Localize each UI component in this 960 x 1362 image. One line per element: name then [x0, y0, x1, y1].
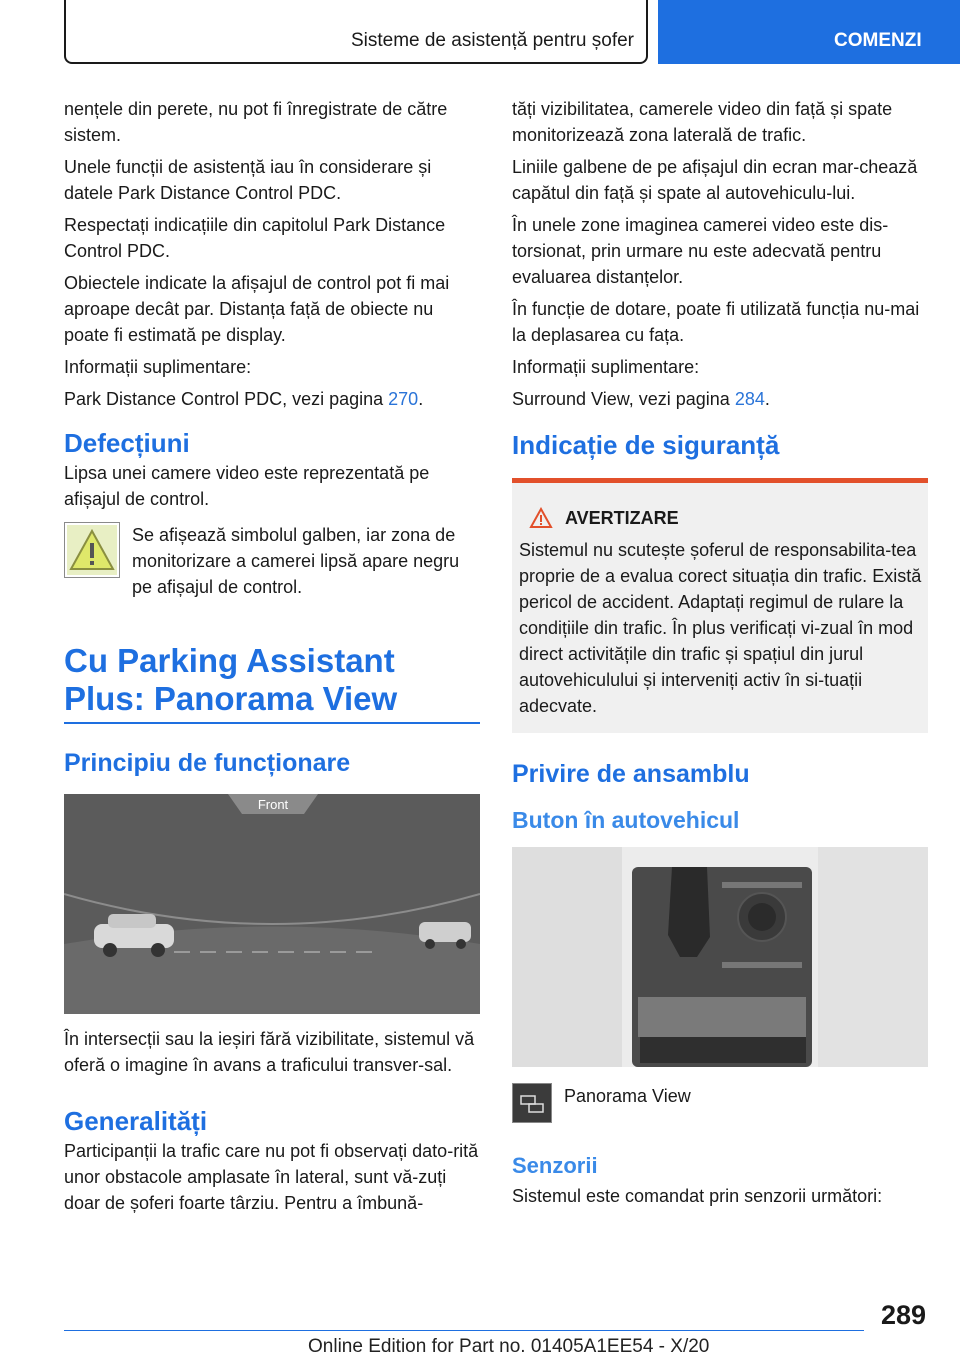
panorama-view-label: Panorama View: [564, 1086, 691, 1106]
page-link-270[interactable]: 270: [388, 389, 419, 409]
console-image: [512, 847, 928, 1067]
heading-sensors: Senzorii: [512, 1153, 598, 1178]
header-title: Sisteme de asistență pentru șofer: [350, 30, 634, 51]
header-frame: [64, 0, 648, 64]
heading-button: Buton în autovehicul: [512, 807, 740, 833]
paragraph: Informații suplimentare:: [64, 357, 252, 377]
footer-rule: [64, 1330, 864, 1331]
page-number: 289: [880, 1300, 926, 1330]
paragraph: În intersecții sau la ieșiri fără vizibilitate, sistemul vă oferă o imagine în avans a traficului transver-sal.: [64, 1029, 475, 1075]
heading-safety: Indicație de siguranță: [512, 430, 780, 460]
paragraph: Sistemul este comandat prin senzorii următori:: [512, 1186, 883, 1206]
footer-edition: Online Edition for Part no. 01405A1EE54 - X/20: [308, 1336, 710, 1357]
warning-icon: [529, 507, 553, 529]
heading-general: Generalități: [64, 1106, 208, 1136]
warning-box: [512, 478, 928, 733]
left-column: [64, 96, 480, 1222]
paragraph: Informații suplimentare:: [512, 357, 700, 377]
paragraph: Lipsa unei camere video este reprezentată pe afișajul de control.: [64, 463, 430, 509]
heading-defects: Defecțiuni: [64, 428, 190, 458]
warning-title: AVERTIZARE: [565, 508, 679, 528]
heading-principle: Principiu de funcționare: [64, 749, 351, 777]
right-column: [512, 96, 928, 1215]
front-label: Front: [257, 797, 289, 812]
paragraph: Respectați indicațiile din capitolul Park Distance Control PDC.: [64, 215, 446, 261]
heading-panorama-view: Cu Parking Assistant Plus: Panorama View: [64, 642, 480, 724]
section-tab[interactable]: COMENZI: [658, 0, 960, 64]
paragraph: Surround View, vezi pagina 284.: [512, 389, 770, 409]
missing-camera-note: [64, 522, 480, 606]
page-link-284[interactable]: 284: [734, 389, 765, 409]
warning-header: [519, 505, 922, 531]
paragraph: În funcție de dotare, poate fi utilizată funcția nu-mai la deplasarea cu fața.: [512, 299, 920, 345]
paragraph: nențele din perete, nu pot fi înregistrate de către sistem.: [64, 99, 448, 145]
paragraph: Unele funcții de asistență iau în considerare și datele Park Distance Control PDC.: [64, 157, 432, 203]
paragraph: Park Distance Control PDC, vezi pagina 270.: [64, 389, 424, 409]
paragraph: Liniile galbene de pe afișajul din ecran mar-chează capătul din față și spate al autovehiculu-lui.: [512, 157, 918, 203]
panorama-view-item: [512, 1083, 928, 1123]
heading-overview: Privire de ansamblu: [512, 760, 750, 788]
paragraph: În unele zone imaginea camerei video este dis-torsionat, prin urmare nu este adecvată pentru evaluarea distanțelor.: [512, 215, 889, 287]
warning-triangle-icon: [64, 522, 120, 578]
panorama-image: [64, 794, 480, 1014]
paragraph: Se afișează simbolul galben, iar zona de monitorizare a camerei lipsă apare negru pe afișajul de control.: [132, 525, 460, 597]
paragraph: tăți vizibilitatea, camerele video din față și spate monitorizează zona laterală de trafic.: [512, 99, 893, 145]
panorama-view-button-icon: [512, 1083, 552, 1123]
paragraph: Obiectele indicate la afișajul de control pot fi mai aproape decât par. Distanța față de obiecte nu poate fi estimată pe display.: [64, 273, 450, 345]
paragraph: Participanții la trafic care nu pot fi observați dato-rită unor obstacole amplasate în lateral, sunt vă-zuți doar de șoferi foarte târziu. Pentru a îmbună-: [64, 1141, 479, 1213]
warning-text: Sistemul nu scutește șoferul de responsabilita-tea proprie de a evalua corect situația din trafic. Există pericol de accident. Adaptați regimul de rulare la condițiile din trafic. În plus verificați vi-zual în mod direct activitățile din trafic și spațiul din jurul autovehiculului și interveniți activ în si-tuații adecvate.: [519, 540, 922, 716]
